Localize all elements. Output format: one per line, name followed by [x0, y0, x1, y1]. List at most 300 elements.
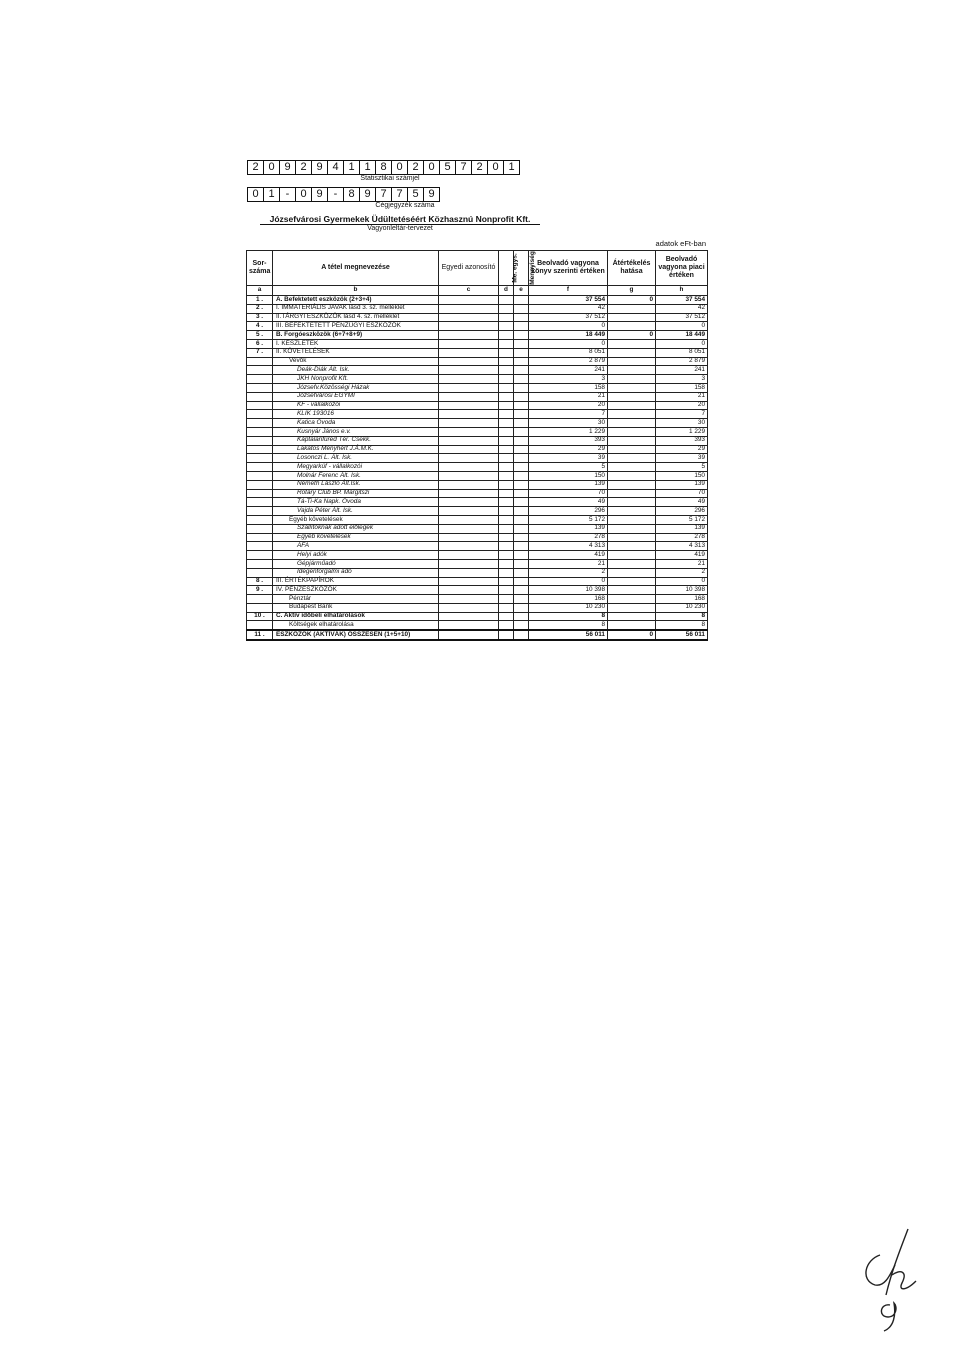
row-number — [247, 427, 273, 436]
row-number: 11 . — [247, 630, 273, 640]
row-number — [247, 445, 273, 454]
market-value-cell: 8 — [656, 621, 708, 630]
digit-box: 2 — [471, 160, 488, 175]
unit-cell — [499, 595, 514, 604]
unit-cell — [499, 454, 514, 463]
quantity-cell — [514, 489, 529, 498]
market-value-cell: 30 — [656, 419, 708, 428]
revaluation-cell — [608, 445, 656, 454]
digit-box: 2 — [407, 160, 424, 175]
revaluation-cell — [608, 612, 656, 621]
quantity-cell — [514, 331, 529, 340]
book-value-cell: 2 — [529, 568, 608, 577]
row-number: 4 . — [247, 322, 273, 331]
identifier-cell — [439, 419, 499, 428]
unit-cell — [499, 577, 514, 586]
header-quantity: Mennyiség — [514, 251, 529, 286]
book-value-cell: 30 — [529, 419, 608, 428]
letter-f: f — [529, 286, 608, 296]
row-number: 7 . — [247, 348, 273, 357]
item-description: Budapest Bank — [273, 603, 439, 612]
digit-box: 4 — [327, 160, 344, 175]
identifier-cell — [439, 471, 499, 480]
item-description: Józsefvárosi EGYMI — [273, 392, 439, 401]
item-description: Kusnyár János e.v. — [273, 427, 439, 436]
row-number — [247, 551, 273, 560]
row-number — [247, 392, 273, 401]
unit-cell — [499, 524, 514, 533]
book-value-cell: 3 — [529, 375, 608, 384]
letter-h: h — [656, 286, 708, 296]
revaluation-cell — [608, 410, 656, 419]
revaluation-cell — [608, 621, 656, 630]
market-value-cell: 139 — [656, 524, 708, 533]
table-row — [247, 559, 708, 568]
market-value-cell: 168 — [656, 595, 708, 604]
market-value-cell: 21 — [656, 392, 708, 401]
table-row — [247, 612, 708, 621]
quantity-cell — [514, 480, 529, 489]
unit-cell — [499, 559, 514, 568]
table-row — [247, 401, 708, 410]
identifier-cell — [439, 410, 499, 419]
quantity-cell — [514, 383, 529, 392]
revaluation-cell — [608, 542, 656, 551]
table-row — [247, 630, 708, 640]
item-description: Káptalanfüred Tér. Csekk. — [273, 436, 439, 445]
item-description: IV. PÉNZESZKÖZÖK — [273, 586, 439, 595]
identifier-cell — [439, 454, 499, 463]
digit-box: 9 — [311, 160, 328, 175]
quantity-cell — [514, 498, 529, 507]
unit-cell — [499, 489, 514, 498]
table-row — [247, 551, 708, 560]
market-value-cell: 3 — [656, 375, 708, 384]
revaluation-cell — [608, 498, 656, 507]
digit-box: 0 — [423, 160, 440, 175]
book-value-cell: 158 — [529, 383, 608, 392]
book-value-cell: 5 172 — [529, 515, 608, 524]
digit-box: 8 — [375, 160, 392, 175]
identifier-cell — [439, 498, 499, 507]
revaluation-cell: 0 — [608, 331, 656, 340]
revaluation-cell — [608, 383, 656, 392]
digit-box: 1 — [503, 160, 520, 175]
quantity-cell — [514, 630, 529, 640]
unit-cell — [499, 586, 514, 595]
letter-d: d — [499, 286, 514, 296]
row-number: 2 . — [247, 304, 273, 313]
unit-note: adatok eFt-ban — [655, 239, 706, 248]
table-row — [247, 331, 708, 340]
quantity-cell — [514, 348, 529, 357]
revaluation-cell: 0 — [608, 296, 656, 305]
identifier-cell — [439, 383, 499, 392]
item-description: A. Befektetett eszközök (2+3+4) — [273, 296, 439, 305]
table-row — [247, 533, 708, 542]
row-number — [247, 454, 273, 463]
item-description: KF - vállalkozói — [273, 401, 439, 410]
revaluation-cell — [608, 427, 656, 436]
row-number — [247, 463, 273, 472]
quantity-cell — [514, 313, 529, 322]
revaluation-cell — [608, 322, 656, 331]
quantity-cell — [514, 296, 529, 305]
header-revaluation: Átértékelés hatása — [608, 251, 656, 286]
letter-c: c — [439, 286, 499, 296]
digit-box: 5 — [407, 187, 424, 202]
market-value-cell: 150 — [656, 471, 708, 480]
column-letters-row — [247, 286, 708, 296]
unit-cell — [499, 568, 514, 577]
revaluation-cell — [608, 595, 656, 604]
identifier-cell — [439, 542, 499, 551]
header-row — [247, 251, 708, 286]
header-market-value: Beolvadó vagyona piaci értéken — [656, 251, 708, 286]
unit-cell — [499, 401, 514, 410]
unit-cell — [499, 331, 514, 340]
row-number: 6 . — [247, 339, 273, 348]
quantity-cell — [514, 463, 529, 472]
table-row — [247, 515, 708, 524]
stat-number-boxes — [247, 160, 519, 175]
item-description: Pénztár — [273, 595, 439, 604]
revaluation-cell — [608, 313, 656, 322]
book-value-cell: 419 — [529, 551, 608, 560]
market-value-cell: 18 449 — [656, 331, 708, 340]
item-description: Gépjárműadó — [273, 559, 439, 568]
quantity-cell — [514, 401, 529, 410]
item-description: ESZKÖZÖK (AKTÍVÁK) ÖSSZESEN (1+5+10) — [273, 630, 439, 640]
row-number — [247, 595, 273, 604]
item-description: Németh László Ált.Isk. — [273, 480, 439, 489]
unit-cell — [499, 436, 514, 445]
market-value-cell: 278 — [656, 533, 708, 542]
unit-cell — [499, 480, 514, 489]
identifier-cell — [439, 630, 499, 640]
identifier-cell — [439, 339, 499, 348]
identifier-cell — [439, 445, 499, 454]
unit-cell — [499, 383, 514, 392]
row-number: 5 . — [247, 331, 273, 340]
row-number — [247, 357, 273, 366]
digit-box: 1 — [343, 160, 360, 175]
row-number — [247, 542, 273, 551]
row-number — [247, 471, 273, 480]
identifier-cell — [439, 515, 499, 524]
identifier-cell — [439, 357, 499, 366]
market-value-cell: 139 — [656, 480, 708, 489]
market-value-cell: 10 398 — [656, 586, 708, 595]
book-value-cell: 5 — [529, 463, 608, 472]
row-number: 9 . — [247, 586, 273, 595]
revaluation-cell — [608, 489, 656, 498]
unit-cell — [499, 445, 514, 454]
item-description: I. KÉSZLETEK — [273, 339, 439, 348]
item-description: C. Aktív időbeli elhatárolások — [273, 612, 439, 621]
book-value-cell: 20 — [529, 401, 608, 410]
book-value-cell: 4 313 — [529, 542, 608, 551]
quantity-cell — [514, 357, 529, 366]
identifier-cell — [439, 313, 499, 322]
item-description: JKH Nonprofit Kft. — [273, 375, 439, 384]
revaluation-cell — [608, 392, 656, 401]
table-row — [247, 339, 708, 348]
table-row — [247, 366, 708, 375]
item-description: ÁFA — [273, 542, 439, 551]
row-number — [247, 559, 273, 568]
unit-cell — [499, 304, 514, 313]
market-value-cell: 37 554 — [656, 296, 708, 305]
revaluation-cell — [608, 348, 656, 357]
digit-box: - — [279, 187, 296, 202]
revaluation-cell — [608, 568, 656, 577]
row-number: 3 . — [247, 313, 273, 322]
signature-initials — [850, 1225, 930, 1335]
table-row — [247, 577, 708, 586]
table-row — [247, 498, 708, 507]
quantity-cell — [514, 542, 529, 551]
book-value-cell: 10 230 — [529, 603, 608, 612]
book-value-cell: 21 — [529, 559, 608, 568]
revaluation-cell — [608, 533, 656, 542]
book-value-cell: 37 512 — [529, 313, 608, 322]
item-description: Józsefv.Közösségi Házak — [273, 383, 439, 392]
market-value-cell: 49 — [656, 498, 708, 507]
unit-cell — [499, 375, 514, 384]
row-number — [247, 515, 273, 524]
table-row — [247, 507, 708, 516]
quantity-cell — [514, 427, 529, 436]
book-value-cell: 42 — [529, 304, 608, 313]
quantity-cell — [514, 586, 529, 595]
quantity-cell — [514, 339, 529, 348]
row-number: 1 . — [247, 296, 273, 305]
table-row — [247, 454, 708, 463]
table-row — [247, 542, 708, 551]
item-description: I. IMMATERIÁLIS JAVAK lásd 3. sz. melléklet — [273, 304, 439, 313]
book-value-cell: 168 — [529, 595, 608, 604]
quantity-cell — [514, 436, 529, 445]
digit-box: 2 — [295, 160, 312, 175]
market-value-cell: 419 — [656, 551, 708, 560]
revaluation-cell — [608, 436, 656, 445]
table-row — [247, 489, 708, 498]
market-value-cell: 21 — [656, 559, 708, 568]
table-row — [247, 383, 708, 392]
table-row — [247, 375, 708, 384]
header-unit: Me. egys. — [499, 251, 514, 286]
item-description: III. BEFEKTETETT PÉNZÜGYI ESZKÖZÖK — [273, 322, 439, 331]
table-row — [247, 296, 708, 305]
digit-box: 9 — [359, 187, 376, 202]
market-value-cell: 5 172 — [656, 515, 708, 524]
identifier-cell — [439, 463, 499, 472]
market-value-cell: 20 — [656, 401, 708, 410]
revaluation-cell — [608, 339, 656, 348]
row-number — [247, 498, 273, 507]
book-value-cell: 241 — [529, 366, 608, 375]
revaluation-cell — [608, 304, 656, 313]
quantity-cell — [514, 551, 529, 560]
quantity-cell — [514, 419, 529, 428]
row-number — [247, 568, 273, 577]
quantity-cell — [514, 471, 529, 480]
digit-box: 8 — [343, 187, 360, 202]
identifier-cell — [439, 595, 499, 604]
quantity-cell — [514, 568, 529, 577]
revaluation-cell — [608, 586, 656, 595]
digit-box: 0 — [263, 160, 280, 175]
revaluation-cell — [608, 559, 656, 568]
table-row — [247, 524, 708, 533]
digit-box: 1 — [359, 160, 376, 175]
quantity-cell — [514, 515, 529, 524]
row-number — [247, 507, 273, 516]
book-value-cell: 150 — [529, 471, 608, 480]
identifier-cell — [439, 533, 499, 542]
book-value-cell: 29 — [529, 445, 608, 454]
item-description: Tá-Ti-Ka Napk. Óvoda — [273, 498, 439, 507]
book-value-cell: 10 398 — [529, 586, 608, 595]
unit-cell — [499, 427, 514, 436]
table-row — [247, 463, 708, 472]
market-value-cell: 2 879 — [656, 357, 708, 366]
market-value-cell: 4 313 — [656, 542, 708, 551]
unit-cell — [499, 533, 514, 542]
unit-cell — [499, 551, 514, 560]
row-number — [247, 383, 273, 392]
stat-number-caption: Statisztikai számjel — [360, 175, 420, 182]
digit-box: 1 — [263, 187, 280, 202]
letter-a: a — [247, 286, 273, 296]
book-value-cell: 1 229 — [529, 427, 608, 436]
digit-box: 0 — [295, 187, 312, 202]
market-value-cell: 0 — [656, 339, 708, 348]
identifier-cell — [439, 375, 499, 384]
revaluation-cell — [608, 551, 656, 560]
unit-cell — [499, 348, 514, 357]
digit-box: 2 — [247, 160, 264, 175]
book-value-cell: 2 879 — [529, 357, 608, 366]
unit-cell — [499, 410, 514, 419]
revaluation-cell — [608, 357, 656, 366]
item-description: Idegenforgalmi adó — [273, 568, 439, 577]
revaluation-cell — [608, 507, 656, 516]
row-number: 8 . — [247, 577, 273, 586]
unit-cell — [499, 471, 514, 480]
revaluation-cell — [608, 515, 656, 524]
identifier-cell — [439, 489, 499, 498]
item-description: KLIK 193016 — [273, 410, 439, 419]
book-value-cell: 278 — [529, 533, 608, 542]
letter-b: b — [273, 286, 439, 296]
table-row — [247, 419, 708, 428]
quantity-cell — [514, 304, 529, 313]
unit-cell — [499, 515, 514, 524]
identifier-cell — [439, 304, 499, 313]
digit-box: 7 — [375, 187, 392, 202]
unit-cell — [499, 296, 514, 305]
book-value-cell: 0 — [529, 322, 608, 331]
digit-box: 9 — [279, 160, 296, 175]
quantity-cell — [514, 533, 529, 542]
unit-cell — [499, 498, 514, 507]
revaluation-cell — [608, 419, 656, 428]
row-number — [247, 533, 273, 542]
quantity-cell — [514, 603, 529, 612]
market-value-cell: 7 — [656, 410, 708, 419]
item-description: Molnár Ferenc Ált. Isk. — [273, 471, 439, 480]
table-row — [247, 304, 708, 313]
book-value-cell: 39 — [529, 454, 608, 463]
table-row — [247, 436, 708, 445]
quantity-cell — [514, 524, 529, 533]
identifier-cell — [439, 586, 499, 595]
quantity-cell — [514, 366, 529, 375]
revaluation-cell — [608, 454, 656, 463]
quantity-cell — [514, 392, 529, 401]
revaluation-cell — [608, 471, 656, 480]
quantity-cell — [514, 322, 529, 331]
unit-cell — [499, 463, 514, 472]
row-number — [247, 401, 273, 410]
table-row — [247, 348, 708, 357]
item-description: III. ÉRTÉKPAPÍROK — [273, 577, 439, 586]
unit-cell — [499, 419, 514, 428]
digit-box: 0 — [247, 187, 264, 202]
market-value-cell: 296 — [656, 507, 708, 516]
book-value-cell: 56 011 — [529, 630, 608, 640]
unit-cell — [499, 339, 514, 348]
market-value-cell: 0 — [656, 577, 708, 586]
quantity-cell — [514, 454, 529, 463]
identifier-cell — [439, 559, 499, 568]
header-book-value: Beolvadó vagyona könyv szerinti értéken — [529, 251, 608, 286]
revaluation-cell — [608, 463, 656, 472]
revaluation-cell — [608, 375, 656, 384]
item-description: Költségek elhatárolása — [273, 621, 439, 630]
book-value-cell: 8 051 — [529, 348, 608, 357]
book-value-cell: 8 — [529, 612, 608, 621]
unit-cell — [499, 542, 514, 551]
identifier-cell — [439, 480, 499, 489]
item-description: Vajda Péter Ált. Isk. — [273, 507, 439, 516]
quantity-cell — [514, 577, 529, 586]
item-description: Egyéb követelések — [273, 533, 439, 542]
market-value-cell: 5 — [656, 463, 708, 472]
inventory-table — [246, 250, 708, 641]
quantity-cell — [514, 595, 529, 604]
row-number — [247, 621, 273, 630]
book-value-cell: 0 — [529, 339, 608, 348]
unit-cell — [499, 630, 514, 640]
unit-cell — [499, 366, 514, 375]
book-value-cell: 8 — [529, 621, 608, 630]
book-value-cell: 393 — [529, 436, 608, 445]
quantity-cell — [514, 445, 529, 454]
table-row — [247, 595, 708, 604]
book-value-cell: 21 — [529, 392, 608, 401]
item-description: Szállítóknak adott előlegek — [273, 524, 439, 533]
item-description: Deák-Diák Ált. Isk. — [273, 366, 439, 375]
identifier-cell — [439, 603, 499, 612]
table-row — [247, 392, 708, 401]
table-row — [247, 357, 708, 366]
table-row — [247, 621, 708, 630]
row-number: 10 . — [247, 612, 273, 621]
unit-cell — [499, 603, 514, 612]
